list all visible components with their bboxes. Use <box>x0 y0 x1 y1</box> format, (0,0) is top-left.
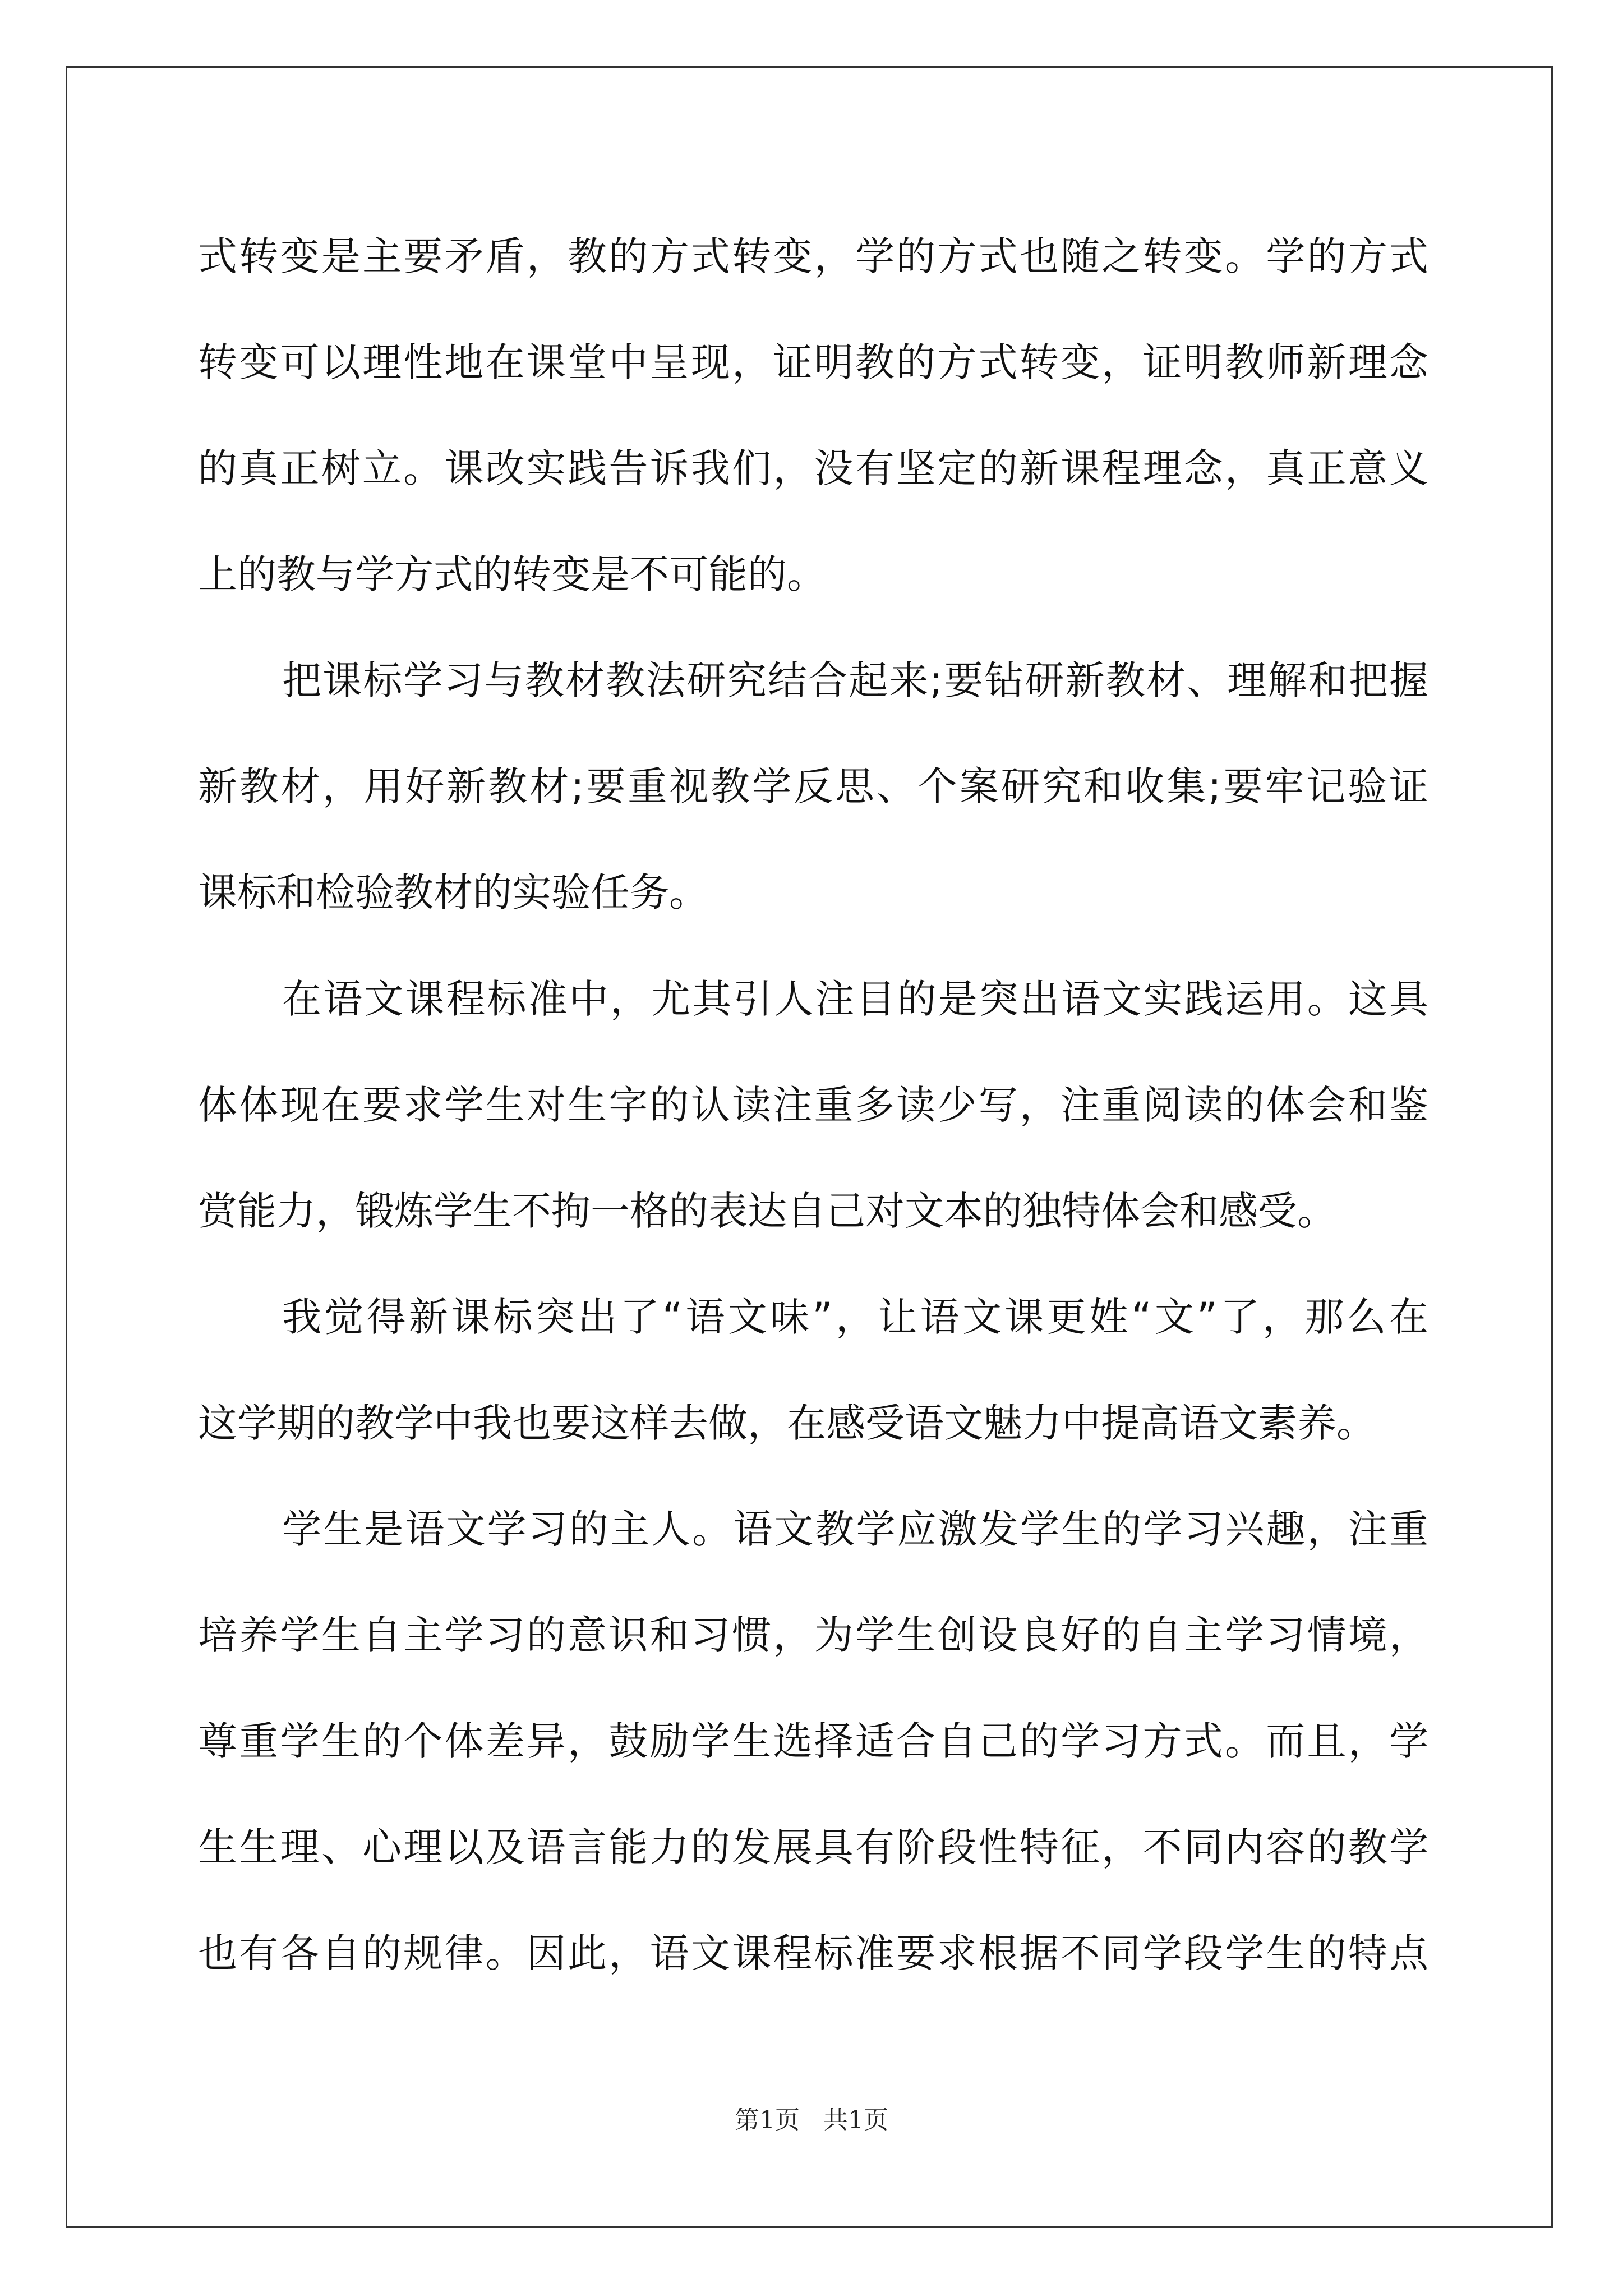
text-line: 转变可以理性地在课堂中呈现，证明教的方式转变，证明教师新理念 <box>198 339 1428 385</box>
paragraph-first-line: 学生是语文学习的主人。语文教学应激发学生的学习兴趣，注重 <box>282 1506 1428 1552</box>
text-line: 这学期的教学中我也要这样去做，在感受语文魅力中提高语文素养。 <box>198 1400 1376 1446</box>
text-line: 上的教与学方式的转变是不可能的。 <box>198 551 826 597</box>
paragraph-first-line: 把课标学习与教材教法研究结合起来;要钻研新教材、理解和把握 <box>282 657 1428 703</box>
page-number-footer: 第1页 共1页 <box>735 2106 888 2134</box>
text-line: 尊重学生的个体差异，鼓励学生选择适合自己的学习方式。而且，学 <box>198 1718 1428 1764</box>
paragraph-first-line: 我觉得新课标突出了“语文味”，让语文课更姓“文”了，那么在 <box>282 1294 1428 1340</box>
text-line: 课标和检验教材的实验任务。 <box>198 869 708 915</box>
text-line: 的真正树立。课改实践告诉我们，没有坚定的新课程理念，真正意义 <box>198 445 1428 491</box>
text-line: 新教材，用好新教材;要重视教学反思、个案研究和收集;要牢记验证 <box>198 763 1428 809</box>
text-line: 生生理、心理以及语言能力的发展具有阶段性特征，不同内容的教学 <box>198 1824 1428 1870</box>
text-line: 式转变是主要矛盾，教的方式转变，学的方式也随之转变。学的方式 <box>198 233 1428 279</box>
text-line: 体体现在要求学生对生字的认读注重多读少写，注重阅读的体会和鉴 <box>198 1082 1428 1128</box>
paragraph-first-line: 在语文课程标准中，尤其引人注目的是突出语文实践运用。这具 <box>282 976 1428 1022</box>
text-line: 培养学生自主学习的意识和习惯，为学生创设良好的自主学习情境， <box>198 1612 1428 1658</box>
text-line: 赏能力，锻炼学生不拘一格的表达自己对文本的独特体会和感受。 <box>198 1188 1336 1234</box>
text-line: 也有各自的规律。因此，语文课程标准要求根据不同学段学生的特点 <box>198 1930 1428 1976</box>
